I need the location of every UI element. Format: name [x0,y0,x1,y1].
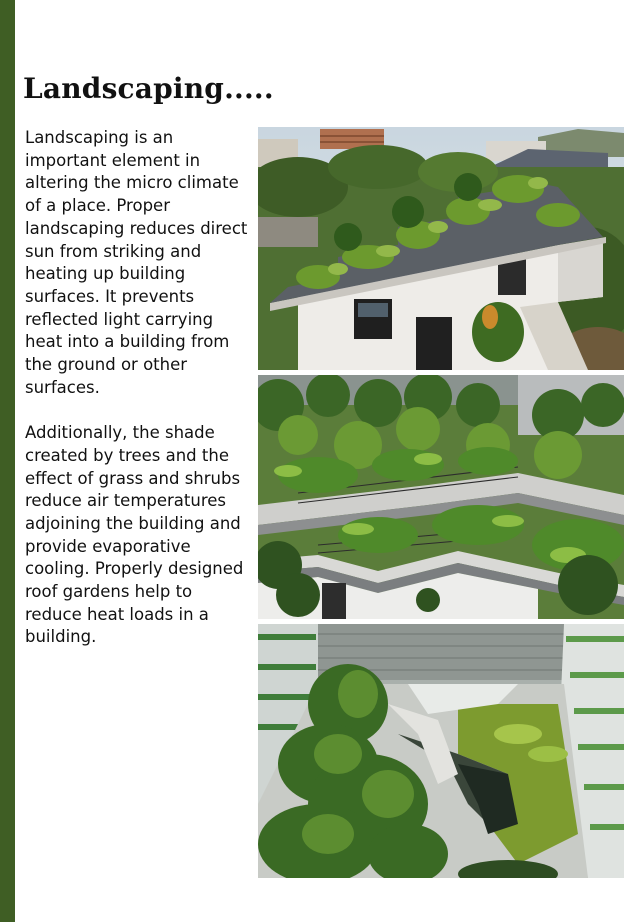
body-text [25,127,255,649]
page-side-bar [0,0,15,922]
paragraph-1: Landscaping is an important element in altering the micro climate of a place. Proper landscaping reduces direct sun from striking and heating up building surfaces. It prevents reflected light carrying heat into a building from the ground or other surfaces. [25,128,248,397]
paragraph-2: Additionally, the shade created by trees and the effect of grass and shrubs reduce air temperatures adjoining the building and provide evaporative cooling. Properly designed roof gardens help to reduce heat loads in a building. [25,423,244,647]
roof-terrace-plants-photo [258,375,624,619]
page-title: Landscaping..... [23,72,274,105]
courtyard-garden-photo [258,624,624,878]
green-roof-house-photo [258,127,624,370]
